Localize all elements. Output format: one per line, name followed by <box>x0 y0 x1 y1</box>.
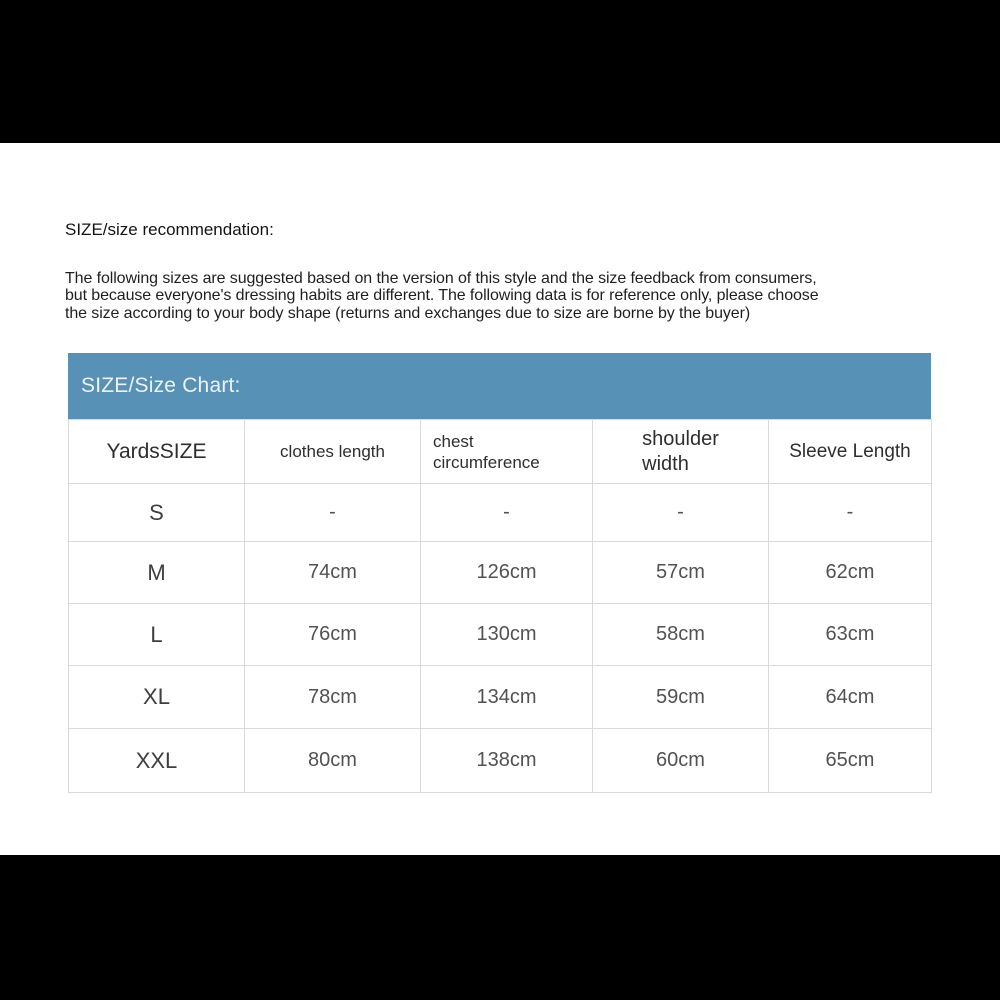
header-cell-yards-size <box>69 420 245 484</box>
value-cell: 80cm <box>245 729 421 793</box>
header-cell-shoulder-width <box>593 420 769 484</box>
value-cell: 134cm <box>421 666 593 729</box>
value-cell: 60cm <box>593 729 769 793</box>
value-cell: 76cm <box>245 604 421 666</box>
header-label: Sleeve Length <box>789 440 911 462</box>
table-header-row <box>69 420 932 484</box>
size-row-s <box>69 484 932 542</box>
size-chart-header <box>68 353 931 419</box>
value-cell: 78cm <box>245 666 421 729</box>
size-row-l <box>69 604 932 666</box>
size-label-cell: L <box>69 604 245 666</box>
size-label-cell: XXL <box>69 729 245 793</box>
intro-line-1: The following sizes are suggested based on the version of this style and the size feedback from consumers, <box>65 270 817 287</box>
value-cell: 126cm <box>421 542 593 604</box>
top-black-bar <box>0 0 1000 143</box>
size-recommendation-text <box>65 270 950 322</box>
size-row-xxl <box>69 729 932 793</box>
value-cell: 58cm <box>593 604 769 666</box>
header-label: YardsSIZE <box>106 439 207 463</box>
size-label-cell: XL <box>69 666 245 729</box>
intro-line-3: the size according to your body shape (returns and exchanges due to size are borne by the buyer) <box>65 304 751 322</box>
value-cell: 74cm <box>245 542 421 604</box>
bottom-black-bar <box>0 855 1000 1000</box>
size-chart-table <box>68 419 932 793</box>
value-cell: - <box>421 484 593 542</box>
value-cell: 64cm <box>769 666 932 729</box>
intro-line-2: but because everyone's dressing habits are different. The following data is for reference only, please choose <box>65 287 819 305</box>
size-label-cell: S <box>69 484 245 542</box>
size-label-cell: M <box>69 542 245 604</box>
value-cell: - <box>769 484 932 542</box>
value-cell: 65cm <box>769 729 932 793</box>
value-cell: 59cm <box>593 666 769 729</box>
size-row-m <box>69 542 932 604</box>
value-cell: - <box>593 484 769 542</box>
header-cell-chest-circumference <box>421 420 593 484</box>
header-cell-sleeve-length <box>769 420 932 484</box>
header-label: shoulder width <box>642 427 719 475</box>
size-chart <box>68 353 931 793</box>
header-label: chest circumference <box>433 431 540 472</box>
value-cell: 63cm <box>769 604 932 666</box>
header-cell-clothes-length <box>245 420 421 484</box>
size-recommendation-title: SIZE/size recommendation: <box>65 220 274 239</box>
header-label: clothes length <box>280 441 385 461</box>
value-cell: 138cm <box>421 729 593 793</box>
size-row-xl <box>69 666 932 729</box>
value-cell: - <box>245 484 421 542</box>
size-chart-header-label: SIZE/Size Chart: <box>81 374 241 397</box>
value-cell: 130cm <box>421 604 593 666</box>
value-cell: 57cm <box>593 542 769 604</box>
value-cell: 62cm <box>769 542 932 604</box>
